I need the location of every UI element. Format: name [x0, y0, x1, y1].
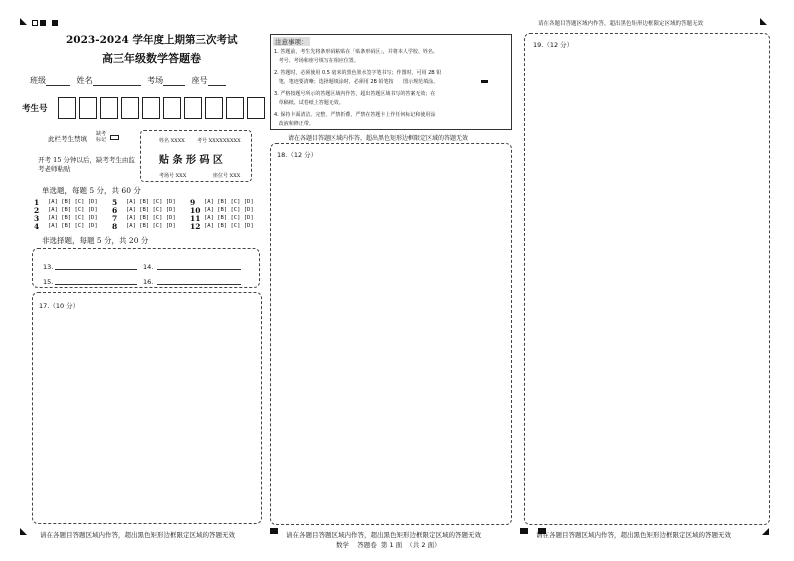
footer-page-label: 数学 答题卷 第 1 面 （共 2 面） [336, 541, 441, 549]
barcode-title: 贴 条 形 码 区 [159, 155, 223, 166]
non-choice-heading: 非选择题，每题 5 分，共 20 分 [42, 236, 149, 245]
exam-title: 2023-2024 学年度上期第三次考试 [66, 34, 238, 46]
exam-number-cell[interactable] [247, 97, 265, 119]
corner-mark-bottom-right [762, 528, 769, 535]
mc-number: 3 [34, 214, 40, 223]
exam-number-cell[interactable] [121, 97, 139, 119]
answer-area-17[interactable] [32, 292, 262, 524]
late-notice: 开考 15 分钟以后，缺考考生由监考老师粘贴 [38, 156, 135, 173]
notice-line: 4. 保持卡面清洁、完整，严禁折叠，严禁在答题卡上作任何标记和使用涂 [274, 112, 436, 118]
question-19-label: 19.（12 分） [533, 41, 574, 49]
mc-number: 10 [190, 206, 201, 215]
corner-square-3 [52, 20, 58, 26]
mc-number: 11 [190, 214, 201, 223]
absent-label: 此栏考生禁填 [48, 135, 87, 143]
mc-options[interactable]: [A] [B] [C] [D] [204, 223, 254, 229]
question-17-label: 17.（10 分） [39, 302, 80, 310]
mc-options[interactable]: [A] [B] [C] [D] [126, 223, 176, 229]
barcode-examno: 考号 XXXXXXXXX [197, 138, 241, 144]
mc-options[interactable]: [A] [B] [C] [D] [48, 215, 98, 221]
mc-number: 6 [112, 206, 118, 215]
exam-number-cell[interactable] [100, 97, 118, 119]
fill-label-14: 14. [143, 263, 154, 271]
barcode-area [140, 130, 252, 182]
room-field[interactable] [163, 85, 185, 86]
corner-mark-top-right [760, 18, 767, 25]
name-label: 姓名 [76, 76, 93, 85]
single-choice-heading: 单选题，每题 5 分，共 60 分 [42, 186, 141, 195]
mc-number: 7 [112, 214, 118, 223]
right-top-note: 请在各题目答题区域内作答，超出黑色矩形边框限定区域的答题无效 [538, 21, 704, 27]
bottom-square-left [270, 528, 278, 534]
fill-answer-13[interactable] [55, 269, 137, 270]
mc-options[interactable]: [A] [B] [C] [D] [126, 207, 176, 213]
answer-area-18[interactable] [270, 143, 512, 525]
name-field[interactable] [93, 85, 141, 86]
mc-number: 5 [112, 198, 118, 207]
seat-field[interactable] [208, 85, 226, 86]
class-label: 班级 [30, 76, 46, 85]
mc-number: 2 [34, 206, 40, 215]
fill-label-13: 13. [43, 263, 54, 271]
mc-number: 9 [190, 198, 196, 207]
exam-number-cell[interactable] [205, 97, 223, 119]
corner-mark-top-left [20, 18, 27, 25]
absent-mark-box[interactable] [110, 135, 119, 140]
mc-options[interactable]: [A] [B] [C] [D] [48, 207, 98, 213]
mc-options[interactable]: [A] [B] [C] [D] [126, 215, 176, 221]
mc-options[interactable]: [A] [B] [C] [D] [48, 199, 98, 205]
notice-line: 1. 答题前，考生先将条形码粘贴在「贴条形码区」，并将本人学校、姓名、 [274, 49, 438, 55]
exam-number-cell[interactable] [163, 97, 181, 119]
corner-mark-bottom-left [20, 528, 27, 535]
mc-number: 4 [34, 222, 40, 231]
filled-example-mark [481, 80, 488, 83]
mc-number: 1 [34, 198, 40, 207]
fill-label-16: 16. [143, 278, 154, 286]
mc-options[interactable]: [A] [B] [C] [D] [126, 199, 176, 205]
footer-note-left: 请在各题目答题区域内作答，超出黑色矩形边框限定区域的答题无效 [40, 531, 235, 539]
notice-line: 3. 严格按题号所示的答题区域内作答，超出答题区域书写的答案无效；在 [274, 91, 436, 97]
bottom-square-mid-left [520, 528, 528, 534]
corner-square-1 [32, 20, 38, 26]
exam-number-cell[interactable] [142, 97, 160, 119]
footer-note-right: 请在各题目答题区域内作答，超出黑色矩形边框限定区域的答题无效 [536, 531, 731, 539]
exam-number-cell[interactable] [184, 97, 202, 119]
notice-line: 考号、考场和座号填写在相应位置。 [274, 58, 359, 64]
notice-title: 注意事项： [275, 38, 308, 46]
mc-options[interactable]: [A] [B] [C] [D] [204, 207, 254, 213]
exam-number-cell[interactable] [226, 97, 244, 119]
mc-number: 8 [112, 222, 118, 231]
class-field[interactable] [46, 85, 70, 86]
barcode-seat: 座位号 XXX [213, 173, 241, 179]
fill-answer-16[interactable] [157, 284, 241, 285]
seat-label: 座号 [191, 76, 208, 85]
fill-answer-14[interactable] [157, 269, 241, 270]
sheet-subtitle: 高三年级数学答题卷 [102, 52, 201, 65]
middle-area-note: 请在各题目答题区域内作答，超出黑色矩形边框限定区域的答题无效 [288, 135, 469, 142]
fill-label-15: 15. [43, 278, 54, 286]
corner-square-2 [40, 20, 46, 26]
notice-line: 改液和修正带。 [274, 121, 314, 127]
barcode-name: 姓名 XXXX [159, 138, 185, 144]
answer-area-19[interactable] [524, 33, 770, 525]
notice-line: 笔，笔迹要清晰；选择题填涂时，必须用 2B 铅笔按 图示规范填涂。 [274, 79, 439, 85]
room-label: 考场 [147, 76, 164, 85]
fill-in-area [32, 248, 260, 288]
mc-number: 12 [190, 222, 201, 231]
exam-number-label: 考生号 [22, 104, 48, 114]
notice-line: 2. 答题时，必须使用 0.5 毫米的黑色墨水签字笔书写；作图时，可用 2B 铅 [274, 70, 442, 76]
mc-options[interactable]: [A] [B] [C] [D] [204, 199, 254, 205]
info-fields-row [30, 75, 265, 86]
mc-options[interactable]: [A] [B] [C] [D] [204, 215, 254, 221]
fill-answer-15[interactable] [55, 284, 137, 285]
footer-note-middle: 请在各题目答题区域内作答，超出黑色矩形边框限定区域的答题无效 [286, 531, 481, 539]
notice-line: 草稿纸、试卷纸上答题无效。 [274, 100, 344, 106]
exam-number-cell[interactable] [58, 97, 76, 119]
absent-mark-text: 缺考标记 [96, 131, 107, 143]
question-18-label: 18.（12 分） [277, 151, 318, 159]
mc-options[interactable]: [A] [B] [C] [D] [48, 223, 98, 229]
notice-box [270, 34, 512, 130]
barcode-room: 考场号 XXX [159, 173, 187, 179]
exam-number-cell[interactable] [79, 97, 97, 119]
